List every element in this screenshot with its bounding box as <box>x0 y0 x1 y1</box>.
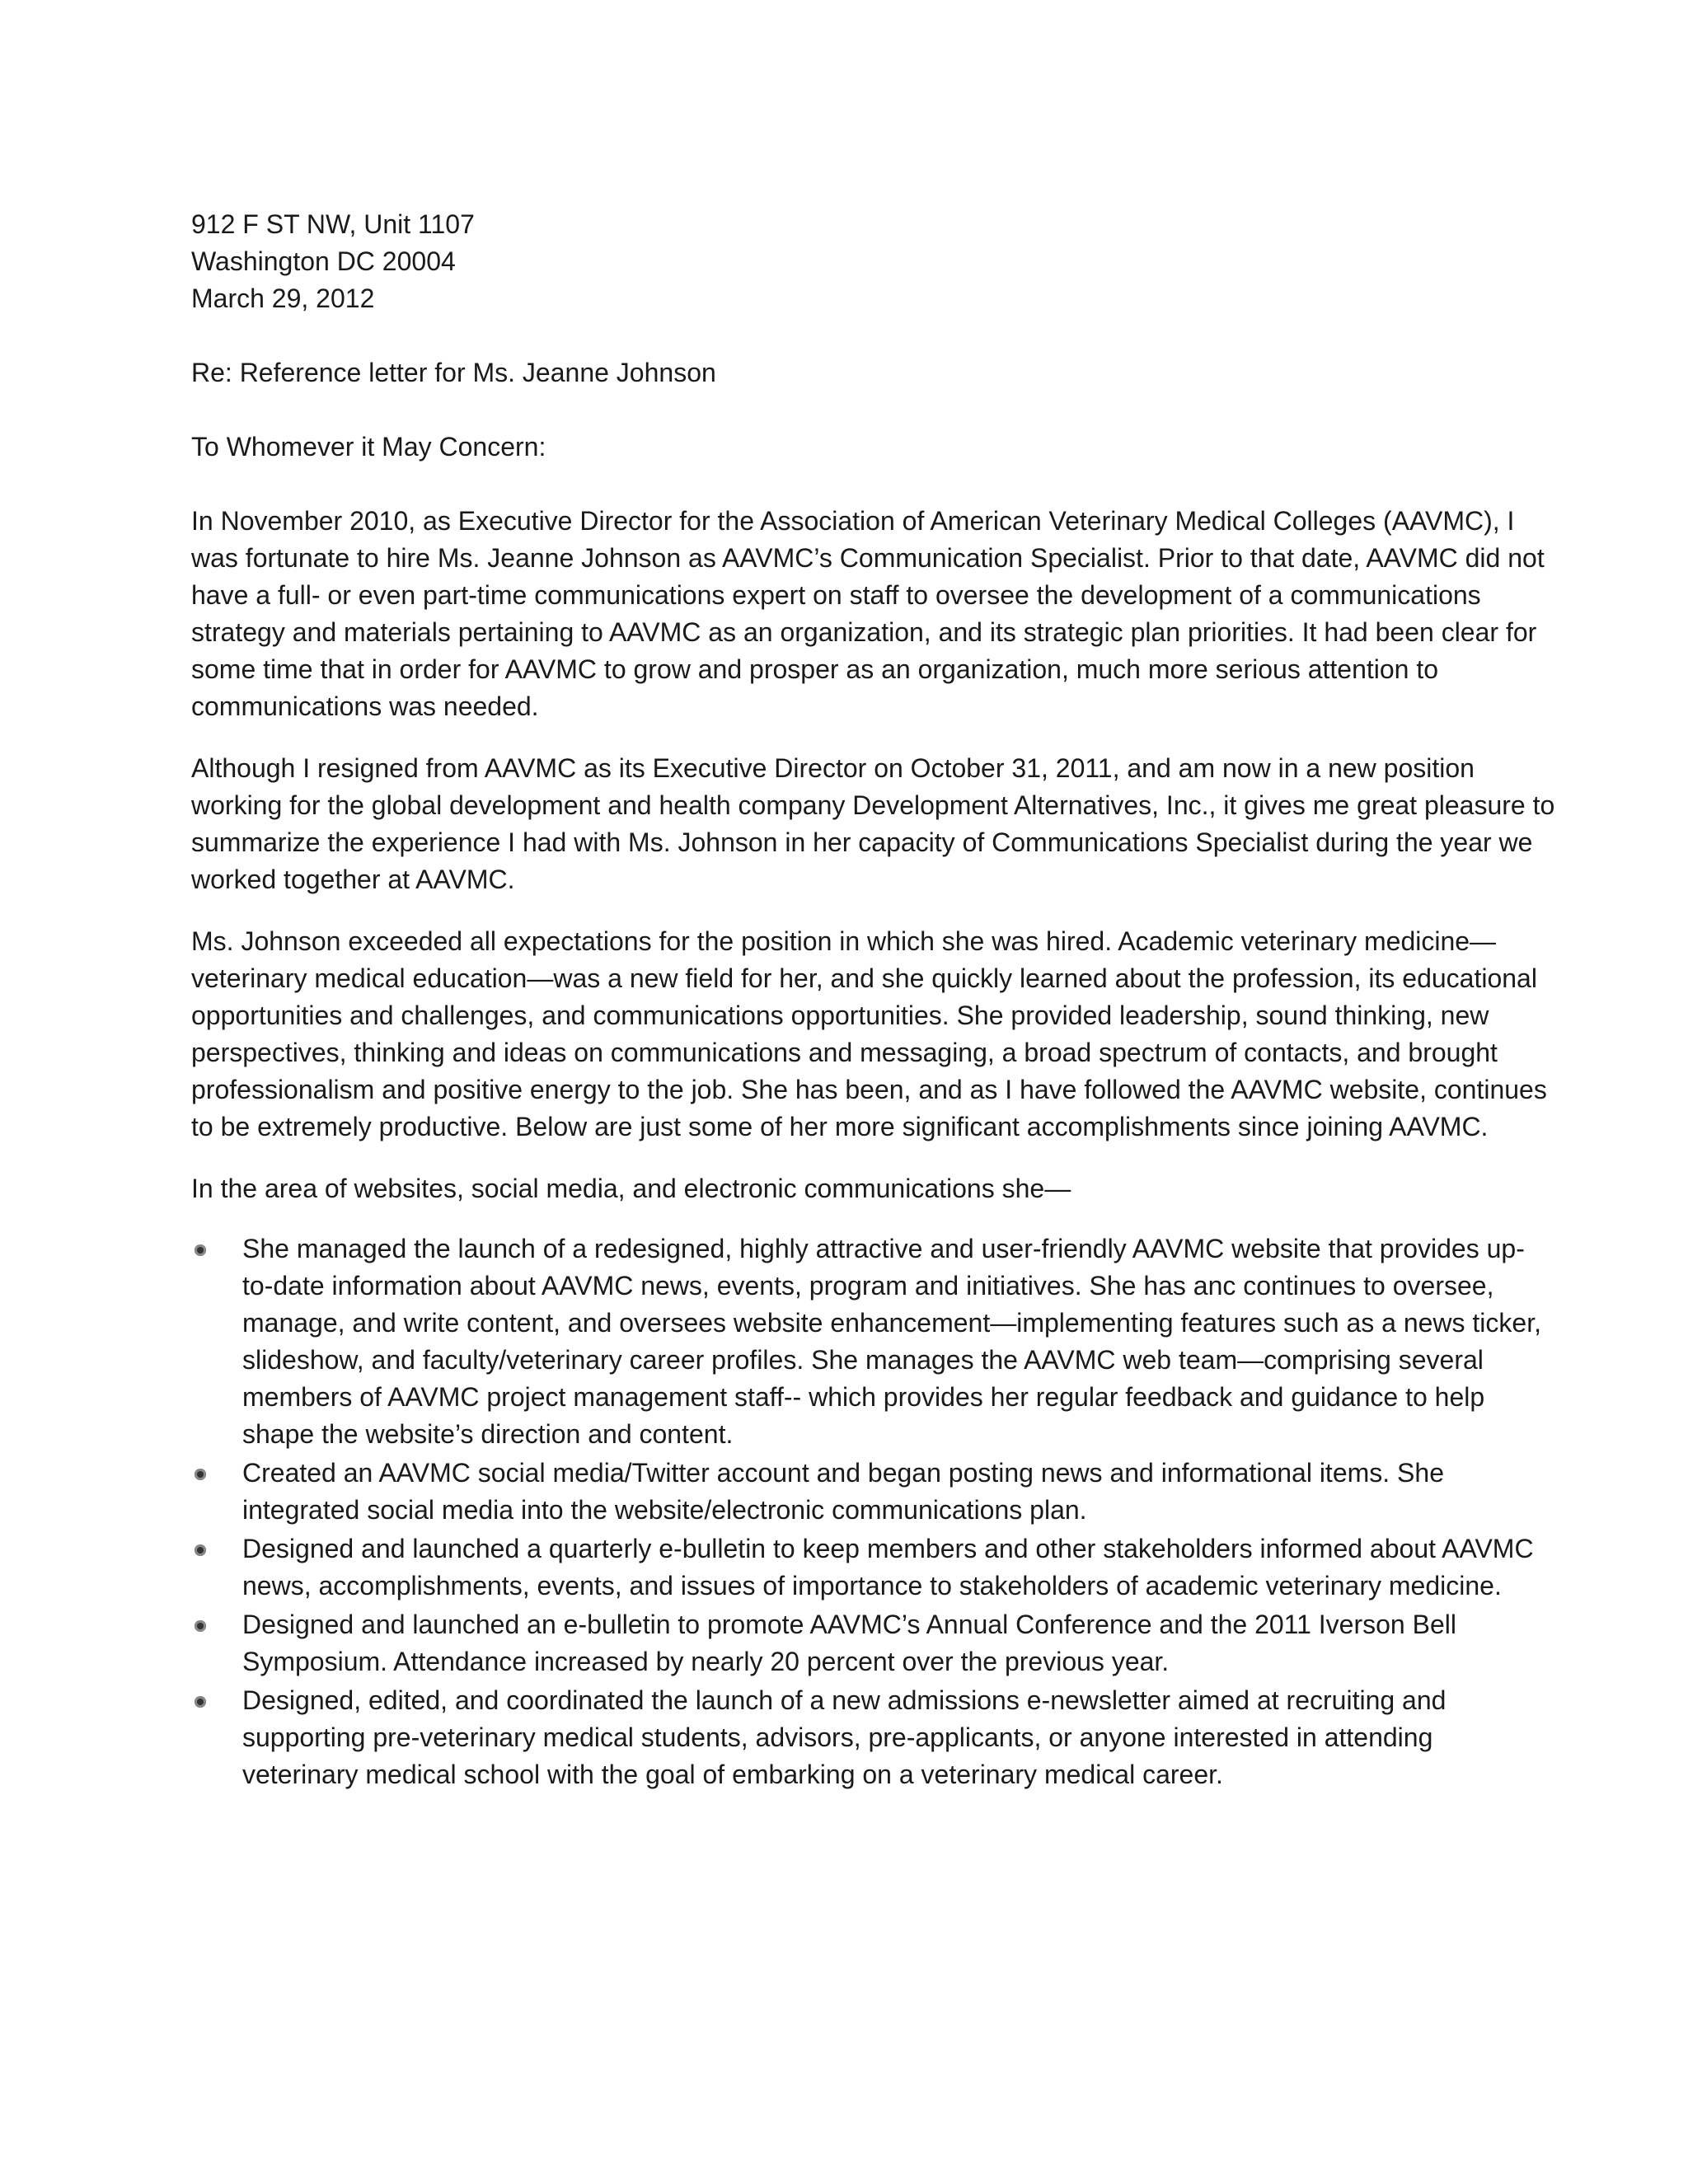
address-city: Washington DC 20004 <box>191 246 456 276</box>
paragraph-intro: In November 2010, as Executive Director for the Association of American Veterinary Medical Colleges (AAVMC), I was fortunate to hire Ms. Jeanne Johnson as AAVMC’s Communication Specialist. Prior to that date, AAVMC did not have a full- or even part-time communications expert on staff to oversee the development of a communications strategy and materials pertaining to AAVMC as an organization, and its strategic plan priorities. It had been clear for some time that in order for AAVMC to grow and prosper as an organization, much more serious attention to communications was needed. <box>191 506 1545 721</box>
paragraph-performance: Ms. Johnson exceeded all expectations for the position in which she was hired. Academic veterinary medicine—veterinary medical education—was a new field for her, and she quickly learned about the profession, its educational opportunities and challenges, and communications opportunities. She provided leadership, sound thinking, new perspectives, thinking and ideas on communications and messaging, a broad spectrum of contacts, and brought professionalism and positive energy to the job. She has been, and as I have followed the AAVMC website, continues to be extremely productive. Below are just some of her more significant accomplishments since joining AAVMC. <box>191 926 1547 1141</box>
list-item <box>191 1230 1555 1453</box>
list-intro: In the area of websites, social media, and electronic communications she— <box>191 1174 1071 1203</box>
list-item-text: Created an AAVMC social media/Twitter account and began posting news and informational items. She integrated social media into the website/electronic communications plan. <box>242 1458 1444 1525</box>
list-item <box>191 1606 1555 1680</box>
bullet-icon <box>195 1620 206 1632</box>
salutation: To Whomever it May Concern: <box>191 432 546 462</box>
list-item <box>191 1455 1555 1529</box>
subject-line: Re: Reference letter for Ms. Jeanne Johnson <box>191 358 716 387</box>
list-item-text: Designed and launched a quarterly e-bulletin to keep members and other stakeholders informed about AAVMC news, accomplishments, events, and issues of importance to stakeholders of academic veterinary medicine. <box>242 1534 1534 1601</box>
letter-body <box>191 206 1555 1795</box>
list-item <box>191 1682 1555 1793</box>
list-item-text: She managed the launch of a redesigned, highly attractive and user-friendly AAVMC website that provides up-to-date information about AAVMC news, events, program and initiatives. She has anc continues to oversee, manage, and write content, and oversees website enhancement—implementing features such as a news ticker, slideshow, and faculty/veterinary career profiles. She manages the AAVMC web team—comprising several members of AAVMC project management staff-- which provides her regular feedback and guidance to help shape the website’s direction and content. <box>242 1234 1541 1449</box>
letter-date: March 29, 2012 <box>191 284 375 313</box>
paragraph-resignation: Although I resigned from AAVMC as its Executive Director on October 31, 2011, and am now in a new position working for the global development and health company Development Alternatives, Inc., it gives me great pleasure to summarize the experience I had with Ms. Johnson in her capacity of Communications Specialist during the year we worked together at AAVMC. <box>191 753 1555 894</box>
address-street: 912 F ST NW, Unit 1107 <box>191 209 475 239</box>
bullet-icon <box>195 1544 206 1556</box>
sender-address <box>191 206 1555 317</box>
bullet-icon <box>195 1469 206 1480</box>
list-item-text: Designed, edited, and coordinated the launch of a new admissions e-newsletter aimed at recruiting and supporting pre-veterinary medical students, advisors, pre-applicants, or anyone interested in attending veterinary medical school with the goal of embarking on a veterinary medical career. <box>242 1685 1447 1789</box>
list-item-text: Designed and launched an e-bulletin to promote AAVMC’s Annual Conference and the 2011 Iverson Bell Symposium. Attendance increased by nearly 20 percent over the previous year. <box>242 1610 1456 1676</box>
accomplishments-list <box>191 1230 1555 1793</box>
list-item <box>191 1530 1555 1605</box>
bullet-icon <box>195 1696 206 1708</box>
bullet-icon <box>195 1244 206 1256</box>
